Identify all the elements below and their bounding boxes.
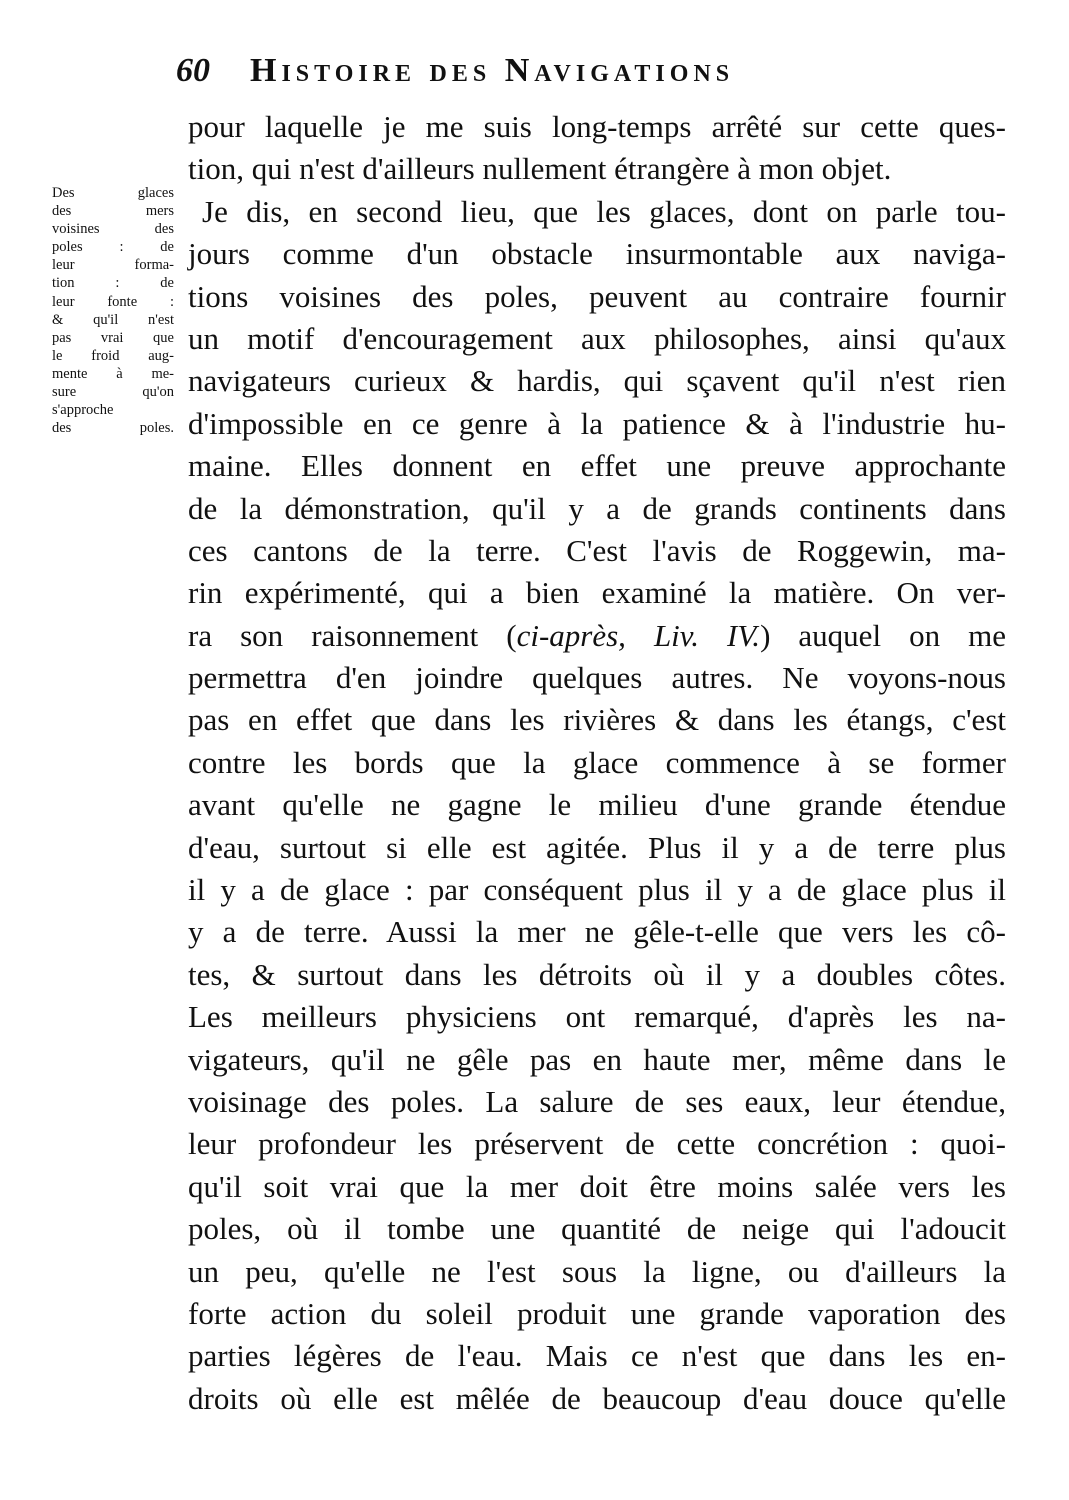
running-title: Histoire des Navigations [250, 52, 735, 89]
margin-note-line: sure qu'on [52, 384, 174, 401]
text-line: ces cantons de la terre. C'est l'avis de Roggewin, ma- [188, 532, 1006, 568]
text-segment: ) auquel on me [760, 617, 1006, 653]
margin-note-line: leur fonte : [52, 293, 174, 310]
margin-note-line: des mers [52, 203, 174, 220]
margin-note [52, 184, 174, 437]
text-line: tions voisines des poles, peuvent au contraire fournir [188, 278, 1006, 314]
text-line: parties légères de l'eau. Mais ce n'est que dans les en- [188, 1338, 1006, 1374]
margin-note-line: tion : de [52, 275, 174, 292]
text-line: maine. Elles donnent en effet une preuve approchante [188, 448, 1006, 484]
margin-note-line: s'approche [52, 402, 114, 419]
text-line: navigateurs curieux & hardis, qui sçavent qu'il n'est rien [188, 363, 1006, 399]
text-line: il y a de glace : par conséquent plus il y a de glace plus il [188, 872, 1006, 908]
margin-note-line: pas vrai que [52, 329, 174, 346]
margin-note-line: poles : de [52, 239, 174, 256]
text-segment: ra son raisonnement ( [188, 617, 517, 653]
text-line: Les meilleurs physiciens ont remarqué, d'après les na- [188, 999, 1006, 1035]
text-line: de la démonstration, qu'il y a de grands continents dans [188, 490, 1006, 526]
text-line: avant qu'elle ne gagne le milieu d'une grande étendue [188, 787, 1006, 823]
text-line: tion, qui n'est d'ailleurs nullement étrangère à mon objet. [188, 151, 892, 187]
text-line: Je dis, en second lieu, que les glaces, dont on parle tou- [202, 193, 1006, 229]
text-line: voisinage des poles. La salure de ses eaux, leur étendue, [188, 1083, 1006, 1119]
margin-note-line: voisines des [52, 221, 174, 238]
text-line: d'eau, surtout si elle est agitée. Plus il y a de terre plus [188, 829, 1006, 865]
text-line: jours comme d'un obstacle insurmontable aux naviga- [188, 236, 1006, 272]
text-line: leur profondeur les préservent de cette concrétion : quoi- [188, 1126, 1006, 1162]
text-line: pas en effet que dans les rivières & dans les étangs, c'est [188, 702, 1006, 738]
text-line: tes, & surtout dans les détroits où il y a doubles côtes. [188, 956, 1006, 992]
text-line: un peu, qu'elle ne l'est sous la ligne, ou d'ailleurs la [188, 1253, 1006, 1289]
text-line: contre les bords que la glace commence à se former [188, 744, 1006, 780]
body-text [188, 106, 1006, 1420]
page-number: 60 [176, 52, 210, 89]
text-line: pour laquelle je me suis long-temps arrêté sur cette ques- [188, 109, 1006, 144]
margin-note-line: leur forma- [52, 257, 174, 274]
text-line: droits où elle est mêlée de beaucoup d'eau douce qu'elle [188, 1380, 1006, 1416]
text-line: un motif d'encouragement aux philosophes, ainsi qu'aux [188, 320, 1006, 356]
text-line: poles, où il tombe une quantité de neige qui l'adoucit [188, 1211, 1006, 1247]
text-line-with-reference [188, 615, 1006, 657]
text-line: vigateurs, qu'il ne gêle pas en haute mer, même dans le [188, 1041, 1006, 1077]
margin-note-line: & qu'il n'est [52, 311, 174, 328]
cross-reference: ci-après, Liv. IV. [516, 617, 761, 653]
running-header [176, 52, 916, 98]
text-line: qu'il soit vrai que la mer doit être moins salée vers les [188, 1168, 1006, 1204]
text-line: forte action du soleil produit une grande vaporation des [188, 1295, 1006, 1331]
margin-note-line: des poles. [52, 420, 174, 437]
text-line: y a de terre. Aussi la mer ne gêle-t-elle que vers les cô- [188, 914, 1006, 950]
margin-note-line: le froid aug- [52, 347, 174, 364]
margin-note-line: mente à me- [52, 365, 174, 382]
text-line: permettra d'en joindre quelques autres. Ne voyons-nous [188, 660, 1006, 696]
margin-note-line: Des glaces [52, 185, 174, 201]
text-line: d'impossible en ce genre à la patience & à l'industrie hu- [188, 405, 1006, 441]
text-line: rin expérimenté, qui a bien examiné la matière. On ver- [188, 575, 1006, 611]
